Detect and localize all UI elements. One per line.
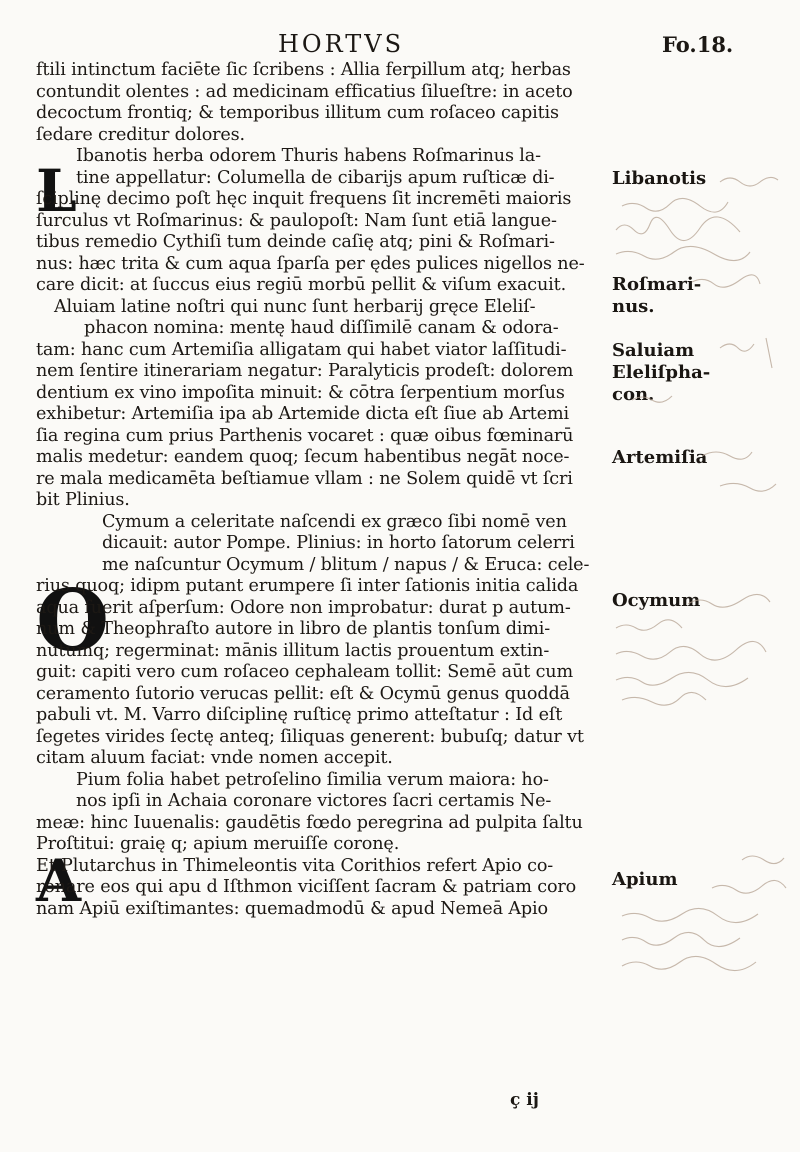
handwritten-marginalia	[612, 0, 800, 1152]
text-line: dicauit: autor Pompe. Plinius: in horto ſatorum celerri	[102, 533, 575, 553]
text-line: nos ipſi in Achaia coronare victores ſacri certamis Ne-	[76, 791, 552, 811]
drop-initial-l: L	[36, 157, 77, 225]
text-line: nus: hæc trita & cum aqua ſparſa per ędes pulices nigellos ne-	[36, 253, 585, 274]
text-line: num & Theophraſto autore in libro de plantis tonſum dimi-	[36, 619, 551, 639]
text-line: Et Plutarchus in Thimeleontis vita Corithios refert Apio co-	[36, 855, 554, 876]
catchword: ç ij	[510, 1090, 539, 1110]
text-line: re mala medicamēta beſtiamue vllam : ne Solem quidē vt ſcri	[36, 468, 573, 489]
text-line: meæ: hinc Iuuenalis: gaudētis fœdo peregrina ad pulpita ſaltu	[36, 812, 583, 833]
text-line: ceramento ſutorio verucas pellit: eſt & Ocymū genus quoddā	[36, 683, 570, 704]
margin-column	[612, 0, 800, 1152]
text-line: me naſcuntur Ocymum / blitum / napus / & Eruca: cele-	[102, 554, 590, 575]
text-line: exhibetur: Artemiſia ipa ab Artemide dicta eſt ſiue ab Artemi	[36, 404, 569, 424]
text-line: ſedare creditur dolores.	[36, 124, 245, 145]
text-line: care dicit: at ſuccus eius regiū morbū pellit & viſum exacuit.	[36, 275, 567, 295]
margin-note-elelisphacon: Eleliſpha-	[612, 362, 711, 383]
text-line: nam Apiū exiſtimantes: quemadmodū & apud Nemeā Apio	[36, 898, 548, 919]
text-line: Aluiam latine noſtri qui nunc ſunt herbarij gręce Eleliſ-	[54, 296, 536, 317]
margin-note-nus: nus.	[612, 296, 655, 317]
margin-note-saluiam: Saluiam	[612, 340, 695, 361]
text-line: ſegetes virides ſectę anteq; ſiliquas generent: bubuſq; datur vt	[36, 726, 584, 747]
text-line: ſciplinę decimo poſt hęc inquit frequens ſit incremēti maioris	[36, 189, 572, 209]
drop-initial-o: O	[36, 571, 110, 670]
drop-initial-a: A	[36, 847, 82, 915]
folio-number: Fo.18.	[662, 32, 734, 57]
text-line: ftili intinctum faciēte ſic ſcribens : Allia ferpillum atq; herbas	[36, 60, 571, 80]
text-line: Ibanotis herba odorem Thuris habens Roſmarinus la-	[76, 146, 541, 166]
main-text-block	[36, 60, 626, 920]
text-line: dentium ex vino impoſita minuit: & cōtra ſerpentium morſus	[36, 382, 565, 403]
text-line: Cymum a celeritate naſcendi ex græco ſibi nomē ven	[102, 511, 567, 532]
running-title: HORTVS	[278, 30, 405, 58]
text-line: malis medetur: eandem quoq; ſecum habentibus negāt noce-	[36, 447, 570, 467]
text-line: decoctum frontiq; & temporibus illitum cum roſaceo capitis	[36, 103, 559, 123]
text-line: nem ſentire itinerariam negatur: Paralyticis prodeſt: dolorem	[36, 361, 574, 381]
margin-note-ocymum: Ocymum	[612, 590, 701, 611]
text-line: bit Plinius.	[36, 490, 130, 510]
text-line: contundit olentes : ad medicinam efficatius ſilueſtre: in aceto	[36, 81, 573, 102]
margin-note-artemisia: Artemiſia	[612, 447, 708, 468]
text-line: ſurculus vt Roſmarinus: & paulopoſt: Nam ſunt etiā langue-	[36, 210, 557, 231]
text-line: tibus remedio Cythiſi tum deinde caſię atq; pini & Roſmari-	[36, 232, 555, 252]
margin-note-con: con.	[612, 384, 655, 405]
text-line: aqua fuerit aſperſum: Odore non improbatur: durat p autum-	[36, 597, 571, 618]
text-line: guit: capiti vero cum roſaceo cephaleam tollit: Semē aūt cum	[36, 662, 573, 682]
text-line: phacon nomina: mentę haud diſſimilē canam & odora-	[84, 318, 559, 338]
text-line: tam: hanc cum Artemiſia alligatam qui habet viator laſſitudi-	[36, 339, 567, 360]
text-line: pabuli vt. M. Varro diſciplinę ruſticę primo atteſtatur : Id eſt	[36, 705, 563, 725]
margin-note-libanotis: Libanotis	[612, 168, 707, 189]
text-line: nutumq; regerminat: mānis illitum lactis prouentum extin-	[36, 640, 550, 661]
text-line: Pium folia habet petroſelino ſimilia verum maiora: ho-	[76, 769, 549, 790]
text-line: citam aluum faciat: vnde nomen accepit.	[36, 748, 393, 768]
text-line: ſia regina cum prius Parthenis vocaret : quæ oibus fœminarū	[36, 425, 574, 446]
text-line: ronare eos qui apu d Iſthmon viciſſent ſacram & patriam coro	[36, 877, 577, 897]
margin-note-rosmarinus: Roſmari-	[612, 274, 702, 295]
text-line: rius quoq; idipm putant erumpere ſi inter ſationis initia calida	[36, 576, 579, 596]
text-line: Proſtitui: graię q; apium meruiſſe coronę.	[36, 834, 400, 854]
text-line: tine appellatur: Columella de cibarijs apum ruſticæ di-	[76, 167, 555, 188]
margin-note-apium: Apium	[612, 869, 678, 890]
